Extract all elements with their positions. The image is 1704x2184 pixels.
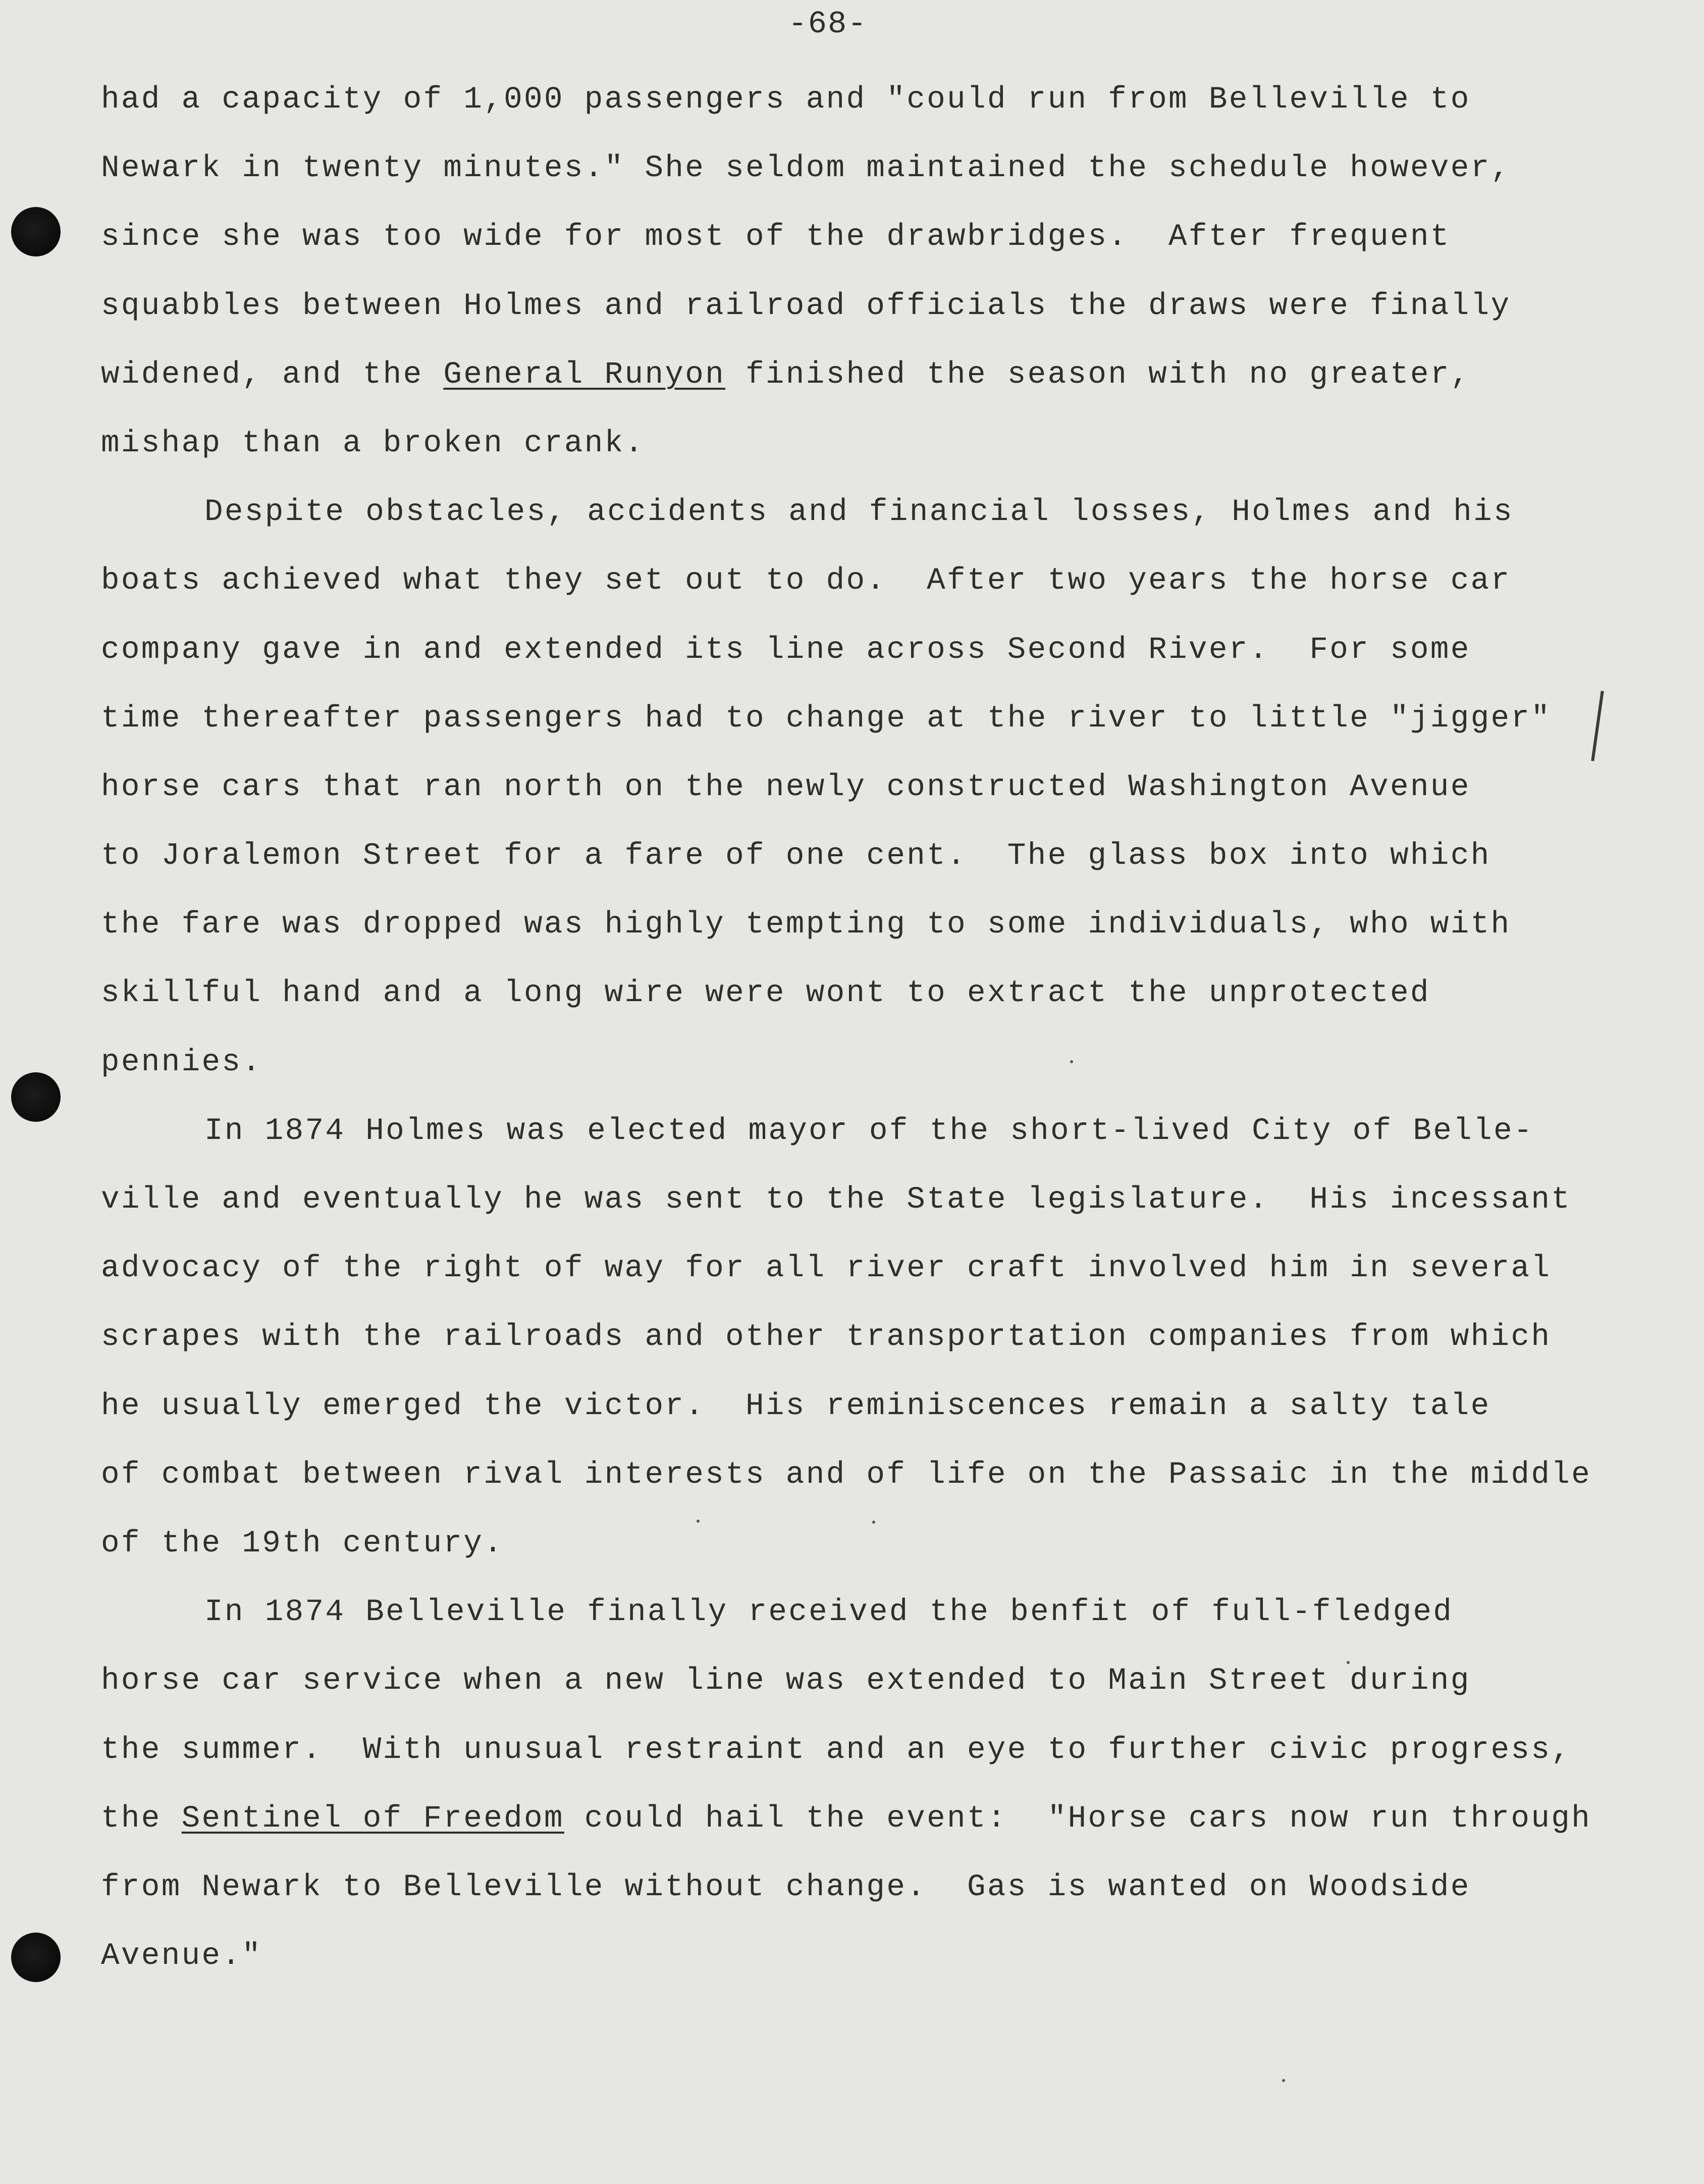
text-line: time thereafter passengers had to change at the river to little "jigger"	[101, 701, 1552, 736]
text-line: skillful hand and a long wire were wont to extract the unprotected	[101, 976, 1430, 1011]
text-line: ville and eventually he was sent to the State legislature. His incessant	[101, 1182, 1572, 1217]
paragraph-1	[101, 75, 1640, 487]
text-line: from Newark to Belleville without change. Gas is wanted on Woodside	[101, 1869, 1471, 1905]
text-line: advocacy of the right of way for all river craft involved him in several	[101, 1251, 1552, 1286]
text-line: scrapes with the railroads and other transportation companies from which	[101, 1320, 1552, 1355]
punch-hole-middle	[11, 1072, 61, 1122]
underlined-title: Sentinel of Freedom	[181, 1801, 564, 1836]
text-span: could hail the event: "Horse cars now run through	[564, 1801, 1592, 1836]
text-line: horse car service when a new line was extended to Main Street during	[101, 1663, 1471, 1699]
text-span: the	[101, 1801, 182, 1836]
text-span: finished the season with no greater,	[725, 357, 1471, 392]
text-line: pennies.	[101, 1045, 262, 1080]
text-line: mishap than a broken crank.	[101, 426, 645, 461]
text-line: squabbles between Holmes and railroad officials the draws were finally	[101, 288, 1511, 324]
text-line: boats achieved what they set out to do. After two years the horse car	[101, 563, 1511, 599]
paragraph-3	[101, 1106, 1640, 1587]
text-line: since she was too wide for most of the drawbridges. After frequent	[101, 220, 1451, 255]
text-line-with-underline	[101, 350, 1640, 419]
paragraph-2	[101, 487, 1640, 1106]
text-line-with-underline	[101, 1794, 1640, 1862]
text-line: had a capacity of 1,000 passengers and "could run from Belleville to	[101, 82, 1471, 117]
paragraph-4	[101, 1587, 1640, 2000]
text-line: In 1874 Belleville finally received the benfit of full-fledged	[204, 1595, 1454, 1630]
text-span: widened, and the	[101, 357, 444, 392]
text-line: the fare was dropped was highly tempting to some individuals, who with	[101, 907, 1511, 943]
text-line: horse cars that ran north on the newly constructed Washington Avenue	[101, 769, 1471, 805]
text-line: Newark in twenty minutes." She seldom maintained the schedule however,	[101, 151, 1511, 186]
punch-hole-bottom	[11, 1933, 61, 1982]
text-line: to Joralemon Street for a fare of one cent. The glass box into which	[101, 839, 1491, 874]
underlined-title: General Runyon	[443, 357, 726, 392]
text-line: the summer. With unusual restraint and an eye to further civic progress,	[101, 1732, 1572, 1767]
text-line: of the 19th century.	[101, 1526, 504, 1561]
punch-hole-top	[11, 207, 61, 256]
text-line: In 1874 Holmes was elected mayor of the short-lived City of Belle-	[204, 1113, 1534, 1149]
text-line: of combat between rival interests and of life on the Passaic in the middle	[101, 1457, 1592, 1492]
text-line: Despite obstacles, accidents and financial losses, Holmes and his	[204, 495, 1514, 530]
text-line: Avenue."	[101, 1939, 262, 1974]
page-number: -68-	[788, 6, 868, 42]
body-text	[101, 75, 1640, 2000]
paper-speck	[1282, 2079, 1285, 2082]
text-line: he usually emerged the victor. His reminiscences remain a salty tale	[101, 1388, 1491, 1424]
text-line: company gave in and extended its line across Second River. For some	[101, 632, 1471, 667]
